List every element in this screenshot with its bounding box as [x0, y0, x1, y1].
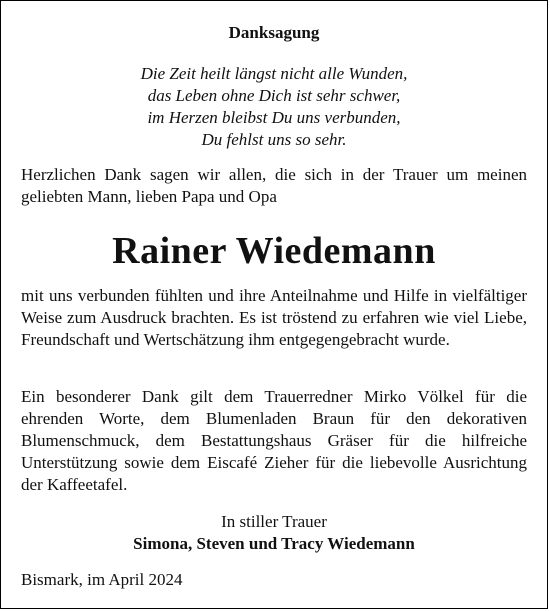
- special-thanks-paragraph: Ein besonderer Dank gilt dem Trauerredner Mirko Völkel für die ehrenden Worte, dem Blumenladen Braun für den dekorativen Blumenschmuck, dem Bestattungshaus Gräser für die hilfreiche Unterstützung sowie dem Eiscafé Zieher für die liebevolle Ausrichtung der Kaffeetafel.: [21, 387, 527, 494]
- closing-block: [21, 511, 527, 555]
- notice-heading: Danksagung: [228, 23, 320, 42]
- closing-line: In stiller Trauer: [221, 512, 327, 531]
- deceased-name: Rainer Wiedemann: [112, 230, 436, 272]
- thanks-paragraph: mit uns verbunden fühlten und ihre Anteilnahme und Hilfe in vielfältiger Weise zum Ausdruck brachten. Es ist tröstend zu erfahren wie viel Liebe, Freundschaft und Wertschätzung ihm entgegengebracht wurde.: [21, 286, 527, 349]
- poem-line: Du fehlst uns so sehr.: [201, 130, 347, 149]
- place-date: Bismark, im April 2024: [21, 570, 183, 589]
- intro-paragraph: Herzlichen Dank sagen wir allen, die sich in der Trauer um meinen geliebten Mann, lieben Papa und Opa: [21, 165, 527, 206]
- poem-line: im Herzen bleibst Du uns verbunden,: [147, 108, 401, 127]
- memorial-poem: [21, 63, 527, 151]
- poem-line: das Leben ohne Dich ist sehr schwer,: [147, 86, 401, 105]
- poem-line: Die Zeit heilt längst nicht alle Wunden,: [140, 64, 408, 83]
- signers: Simona, Steven und Tracy Wiedemann: [133, 534, 415, 553]
